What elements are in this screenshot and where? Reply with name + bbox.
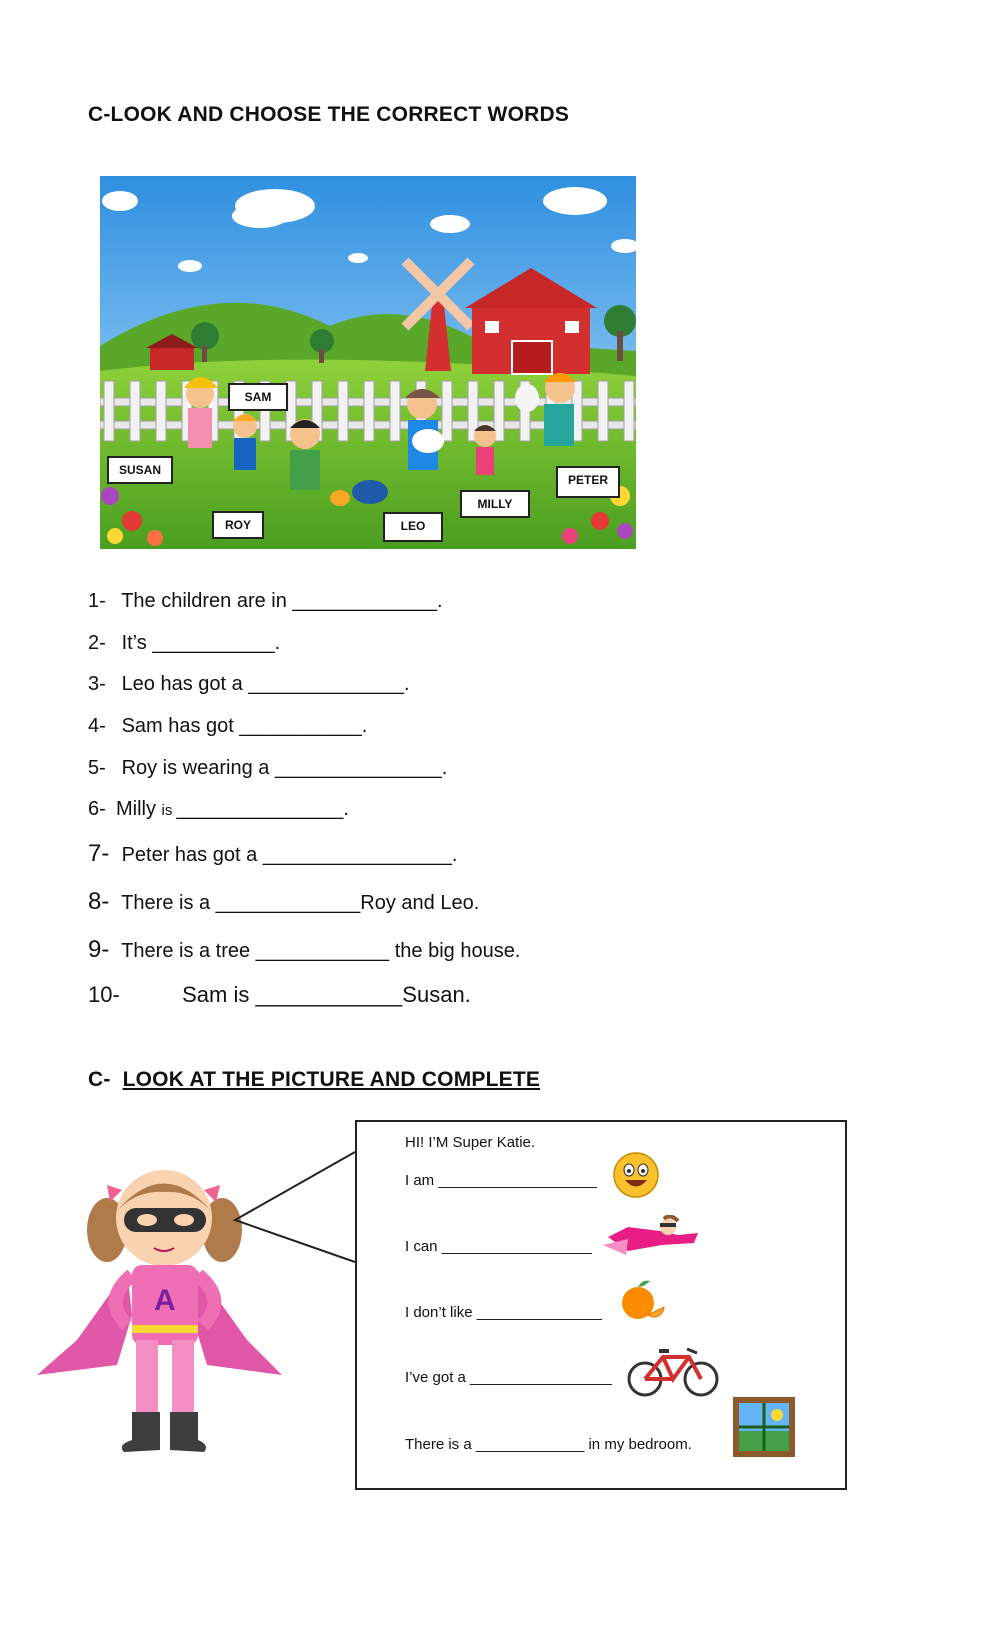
complete-line-1: I am ___________________ bbox=[405, 1172, 597, 1189]
question-text-start: Milly bbox=[116, 798, 162, 820]
question-1 bbox=[88, 590, 443, 613]
section-title: LOOK AT THE PICTURE AND COMPLETE bbox=[122, 1068, 541, 1091]
question-7 bbox=[88, 840, 457, 868]
label-roy: ROY bbox=[212, 511, 264, 539]
farm-scene-image bbox=[100, 176, 636, 549]
label-sam: SAM bbox=[228, 383, 288, 411]
flying-hero-icon bbox=[598, 1215, 704, 1265]
question-text: It’s ___________. bbox=[121, 632, 281, 654]
question-number: 1- bbox=[88, 590, 106, 612]
section-prefix: C- bbox=[88, 1068, 111, 1091]
complete-line-3: I don’t like _______________ bbox=[405, 1304, 602, 1321]
complete-line-5: There is a _____________ in my bedroom. bbox=[405, 1436, 692, 1453]
label-susan: SUSAN bbox=[107, 456, 173, 484]
label-leo: LEO bbox=[383, 512, 443, 542]
question-text: There is a tree ____________ the big house. bbox=[121, 940, 521, 962]
question-text: There is a _____________Roy and Leo. bbox=[121, 892, 480, 914]
bicycle-icon bbox=[627, 1343, 719, 1399]
question-text: Roy is wearing a _______________. bbox=[121, 757, 448, 779]
complete-line-2: I can __________________ bbox=[405, 1238, 592, 1255]
question-10 bbox=[88, 982, 471, 1008]
section-heading-2 bbox=[88, 1068, 540, 1092]
section-heading: C-LOOK AND CHOOSE THE CORRECT WORDS bbox=[88, 103, 570, 126]
label-peter: PETER bbox=[556, 466, 620, 498]
smiley-icon bbox=[612, 1151, 660, 1199]
question-5 bbox=[88, 757, 447, 780]
label-milly: MILLY bbox=[460, 490, 530, 518]
complete-line-4: I’ve got a _________________ bbox=[405, 1369, 612, 1386]
question-6 bbox=[88, 798, 349, 821]
speech-pointer bbox=[230, 1100, 360, 1300]
question-3 bbox=[88, 673, 410, 696]
question-number: 9- bbox=[88, 936, 110, 963]
question-number: 4- bbox=[88, 715, 106, 737]
question-2 bbox=[88, 632, 280, 655]
svg-text:A: A bbox=[154, 1284, 176, 1317]
question-text: The children are in _____________. bbox=[121, 590, 443, 612]
question-number: 8- bbox=[88, 888, 110, 915]
question-8 bbox=[88, 888, 479, 916]
question-number: 10- bbox=[88, 982, 120, 1007]
question-text: Sam is ____________Susan. bbox=[182, 982, 471, 1007]
question-text: Peter has got a _________________. bbox=[121, 844, 458, 866]
question-text: Sam has got ___________. bbox=[121, 715, 368, 737]
question-4 bbox=[88, 715, 367, 738]
question-number: 5- bbox=[88, 757, 106, 779]
question-text: Leo has got a ______________. bbox=[121, 673, 410, 695]
window-icon bbox=[733, 1397, 795, 1457]
question-number: 6- bbox=[88, 798, 106, 820]
question-number: 2- bbox=[88, 632, 106, 654]
question-9 bbox=[88, 936, 520, 964]
question-small-word: is bbox=[161, 802, 177, 819]
orange-icon bbox=[618, 1275, 666, 1325]
question-blank: _______________. bbox=[176, 798, 349, 820]
question-number: 7- bbox=[88, 840, 110, 867]
question-number: 3- bbox=[88, 673, 106, 695]
speech-intro: HI! I’M Super Katie. bbox=[405, 1134, 536, 1151]
